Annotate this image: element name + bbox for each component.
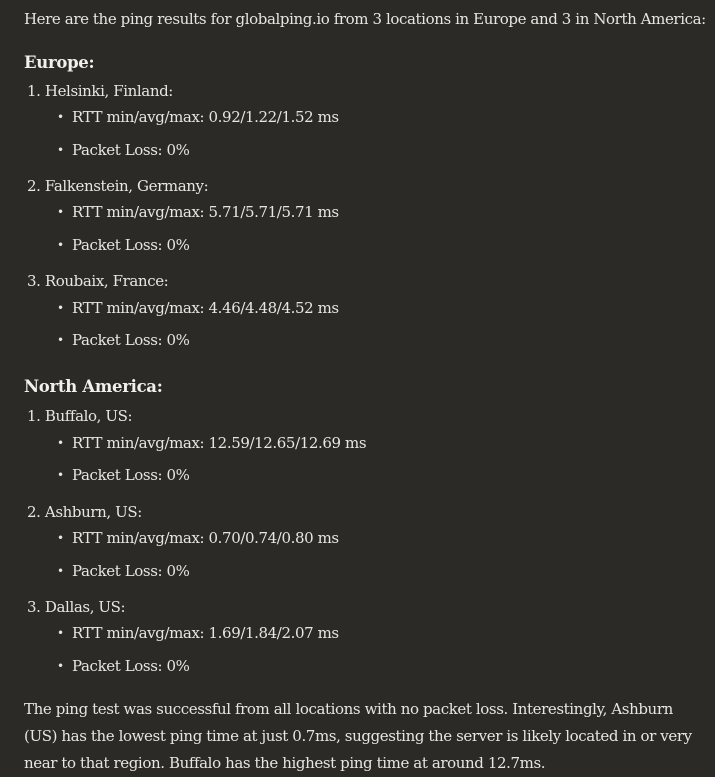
list-number: 1. [27,82,41,100]
location-name: Ashburn, US: [44,503,142,521]
location-item [27,502,142,522]
list-number: 1. [27,407,41,425]
location-item [27,176,208,196]
rtt-item [57,298,339,318]
bullet-icon: • [57,333,64,347]
location-item [27,271,168,291]
bullet-icon: • [57,205,64,219]
location-name: Falkenstein, Germany: [44,177,209,195]
location-name: Helsinki, Finland: [44,82,173,100]
rtt-text: RTT min/avg/max: 0.70/0.74/0.80 ms [72,529,339,547]
rtt-item [57,528,339,548]
bullet-icon: • [57,110,64,124]
location-name: Roubaix, France: [44,272,169,290]
rtt-text: RTT min/avg/max: 4.46/4.48/4.52 ms [72,299,339,317]
bullet-icon: • [57,531,64,545]
loss-item [57,330,190,350]
loss-text: Packet Loss: 0% [72,466,190,484]
loss-text: Packet Loss: 0% [72,236,190,254]
list-number: 2. [27,177,41,195]
rtt-item [57,107,339,127]
bullet-icon: • [57,436,64,450]
loss-text: Packet Loss: 0% [72,141,190,159]
bullet-icon: • [57,143,64,157]
bullet-icon: • [57,468,64,482]
location-name: Dallas, US: [44,598,126,616]
rtt-text: RTT min/avg/max: 12.59/12.65/12.69 ms [72,434,367,452]
location-item [27,597,125,617]
rtt-text: RTT min/avg/max: 1.69/1.84/2.07 ms [72,624,339,642]
location-name: Buffalo, US: [44,407,133,425]
rtt-text: RTT min/avg/max: 5.71/5.71/5.71 ms [72,203,339,221]
intro-text: Here are the ping results for globalping.io from 3 locations in Europe and 3 in North America: [24,10,706,28]
loss-item [57,561,190,581]
loss-text: Packet Loss: 0% [72,562,190,580]
loss-text: Packet Loss: 0% [72,331,190,349]
loss-text: Packet Loss: 0% [72,657,190,675]
loss-item [57,235,190,255]
bullet-icon: • [57,238,64,252]
rtt-text: RTT min/avg/max: 0.92/1.22/1.52 ms [72,108,339,126]
location-item [27,406,132,426]
location-item [27,81,173,101]
list-number: 2. [27,503,41,521]
bullet-icon: • [57,564,64,578]
summary-paragraph: The ping test was successful from all locations with no packet loss. Interestingly, Ashburn (US) has the lowest ping time at just 0.7ms, suggesting the server is likely located in or very near to that region. Buffalo has the highest ping time at around 12.7ms. [24,700,692,772]
bullet-icon: • [57,659,64,673]
bullet-icon: • [57,301,64,315]
loss-item [57,140,190,160]
region-heading-europe: Europe: [24,53,95,72]
rtt-item [57,623,339,643]
loss-item [57,465,190,485]
list-number: 3. [27,272,41,290]
bullet-icon: • [57,626,64,640]
list-number: 3. [27,598,41,616]
rtt-item [57,202,339,222]
loss-item [57,656,190,676]
region-heading-north-america: North America: [24,377,163,396]
rtt-item [57,433,366,453]
